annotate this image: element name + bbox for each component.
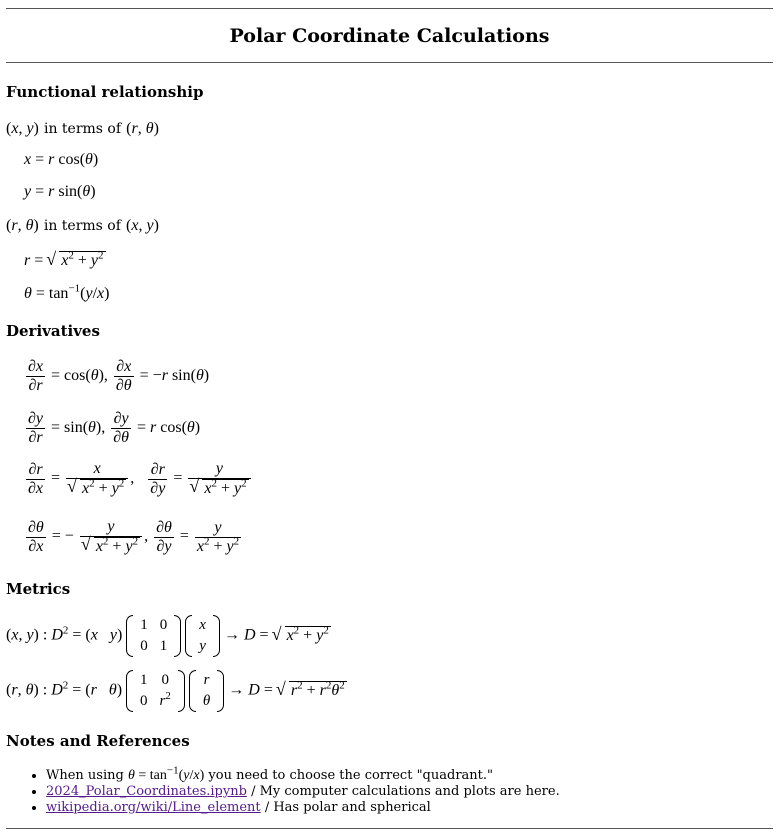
eq-metric-polar: (r, θ) : $D^2 = (r$ θ) 1 0 0 $r^2$ r θ → D = √ $r^2 + r^2\theta^2$	[6, 670, 347, 712]
vector-polar: r θ	[189, 670, 224, 712]
eq-y-polar: y = r sin(θ)	[24, 183, 96, 200]
section-heading-metrics: Metrics	[6, 580, 71, 598]
bottom-rule	[6, 828, 773, 829]
eq-derivatives-x: $\frac{\partial x}{\partial r}$ = cos(θ), $\frac{\partial x}{\partial\theta}$ = −r sin(θ)	[28, 358, 210, 394]
metric-matrix-cartesian: 1 0 0 1	[126, 615, 181, 657]
page	[6, 8, 773, 815]
rtheta-in-xy-line: (r, θ) in terms of (x, y)	[6, 217, 159, 234]
section-heading-notes: Notes and References	[6, 732, 190, 750]
notebook-link[interactable]: 2024_Polar_Coordinates.ipynb	[46, 784, 247, 799]
xy-in-rtheta-label: in terms of	[43, 121, 122, 137]
section-heading-functional: Functional relationship	[6, 83, 204, 101]
wikipedia-link[interactable]: wikipedia.org/wiki/Line_element	[46, 800, 261, 815]
eq-x-polar: x = r cos(θ)	[24, 151, 99, 168]
list-item: • wikipedia.org/wiki/Line_element / Has polar and spherical	[46, 800, 560, 816]
xy-in-rtheta-line: (x, y) in terms of (r, θ)	[6, 120, 159, 137]
eq-derivatives-theta: $\frac{\partial\theta}{\partial x}$ = − y √ $x^2 + y^2$ , $\frac{\partial\theta}{\partial y}$ = $\frac{y}{x^2 + y^2}$	[24, 518, 243, 556]
eq-derivatives-y: $\frac{\partial y}{\partial r}$ = sin(θ), $\frac{\partial y}{\partial\theta}$ = r cos(θ)	[28, 410, 201, 446]
metric-matrix-polar: 1 0 0 $r^2$	[126, 670, 185, 712]
list-item: • 2024_Polar_Coordinates.ipynb / My computer calculations and plots are here.	[46, 784, 560, 800]
notes-list	[6, 764, 560, 816]
title-rule	[6, 62, 773, 63]
page-title: Polar Coordinate Calculations	[229, 25, 550, 47]
eq-derivatives-r: $\frac{\partial r}{\partial x}$ = x √ $x^2 + y^2$ , $\frac{\partial r}{\partial y}$ = y √ $x^2 + y^2$	[24, 460, 253, 498]
theta-formula-inline: $\theta = \tan^{-1}(y/x)$	[127, 764, 205, 783]
list-item: • When using $\theta = \tan^{-1}(y/x)$ you need to choose the correct "quadrant."	[46, 768, 560, 784]
rtheta-in-xy-label: in terms of	[43, 218, 121, 234]
eq-theta-cartesian: $\theta = \tan^{-1}(y/x)$	[24, 282, 110, 302]
section-heading-derivatives: Derivatives	[6, 322, 100, 340]
vector-cartesian: x y	[185, 615, 220, 657]
eq-r-cartesian: r = √ $x^2 + y^2$	[24, 251, 106, 270]
eq-metric-cartesian: (x, y) : $D^2 = (x$ y) 1 0 0 1 x y → D = √ $x^2 + y^2$	[6, 615, 331, 657]
